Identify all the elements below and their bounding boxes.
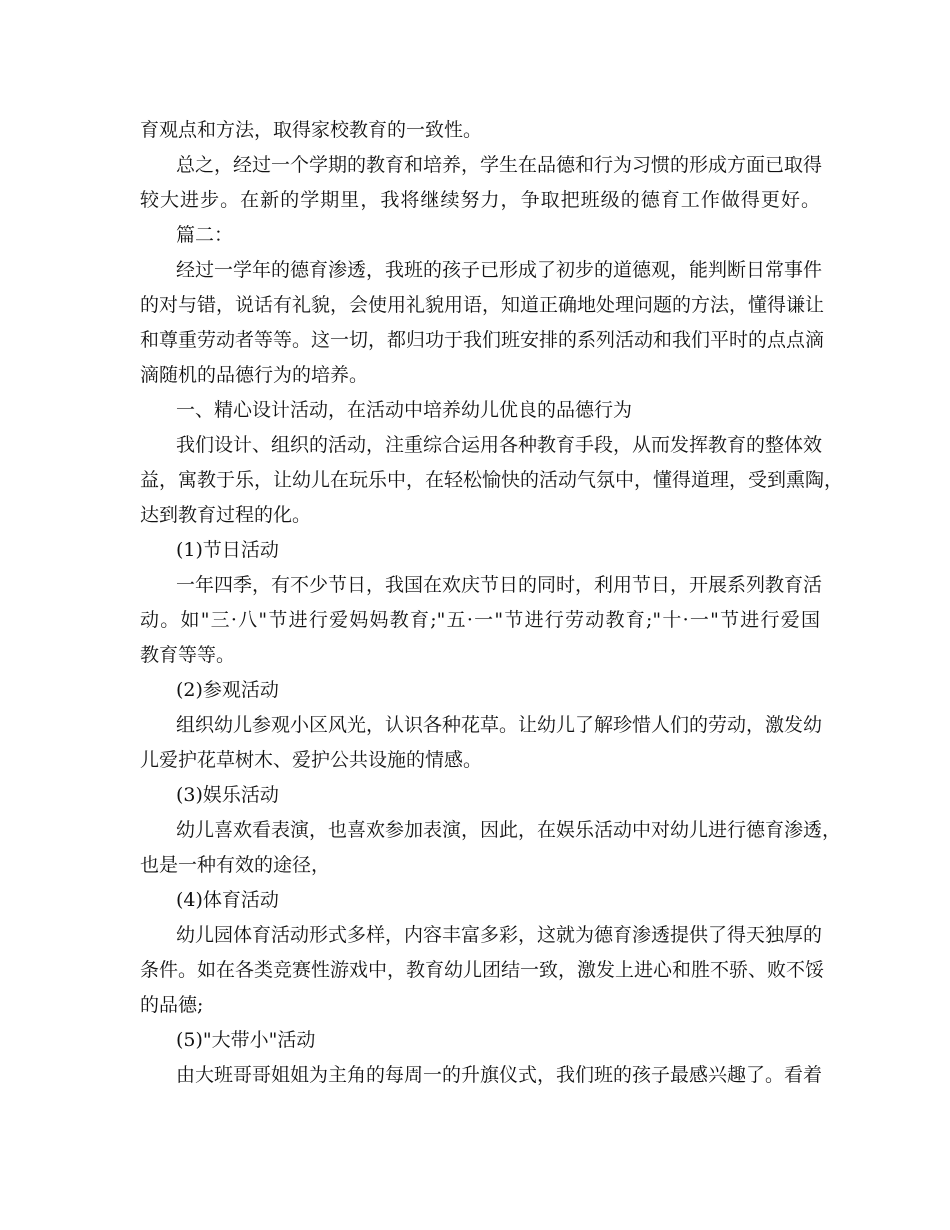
- text-line: 的对与错，说话有礼貌，会使用礼貌用语，知道正确地处理问题的方法，懂得谦让: [140, 294, 825, 316]
- paragraph-first-line: 总之，经过一个学期的教育和培养，学生在品德和行为习惯的形成方面已取得: [176, 154, 823, 176]
- text-line: 条件。如在各类竞赛性游戏中，教育幼儿团结一致，激发上进心和胜不骄、败不馁: [140, 959, 825, 981]
- subheading: (5)"大带小"活动: [176, 1029, 316, 1051]
- paragraph-first-line: 一年四季，有不少节日，我国在欢庆节日的同时，利用节日，开展系列教育活: [176, 574, 823, 596]
- subheading: (4)体育活动: [176, 889, 279, 911]
- text-line: 动。如"三·八"节进行爱妈妈教育;"五·一"节进行劳动教育;"十·一"节进行爱国: [140, 609, 820, 631]
- paragraph-first-line: 经过一学年的德育渗透，我班的孩子已形成了初步的道德观，能判断日常事件: [176, 259, 823, 281]
- paragraph-first-line: 组织幼儿参观小区风光，认识各种花草。让幼儿了解珍惜人们的劳动，激发幼: [176, 714, 823, 736]
- text-line: 儿爱护花草树木、爱护公共设施的情感。: [140, 749, 483, 771]
- paragraph-first-line: 幼儿喜欢看表演，也喜欢参加表演，因此，在娱乐活动中对幼儿进行德育渗透，: [176, 819, 842, 841]
- text-line: 益，寓教于乐，让幼儿在玩乐中，在轻松愉快的活动气氛中，懂得道理，受到熏陶，: [140, 469, 844, 491]
- subheading: (3)娱乐活动: [176, 784, 279, 806]
- paragraph-first-line: 幼儿园体育活动形式多样，内容丰富多彩，这就为德育渗透提供了得天独厚的: [176, 924, 823, 946]
- text-line: 和尊重劳动者等等。这一切，都归功于我们班安排的系列活动和我们平时的点点滴: [140, 329, 825, 351]
- text-line: 教育等等。: [140, 644, 236, 666]
- section-heading: 一、精心设计活动，在活动中培养幼儿优良的品德行为: [176, 399, 633, 421]
- text-line: 滴随机的品德行为的培养。: [140, 364, 369, 386]
- subheading: (1)节日活动: [176, 539, 279, 561]
- text-line: 育观点和方法，取得家校教育的一致性。: [140, 119, 483, 141]
- text-line: 达到教育过程的化。: [140, 504, 312, 526]
- text-line: 也是一种有效的途径，: [140, 854, 331, 876]
- paragraph-first-line: 我们设计、组织的活动，注重综合运用各种教育手段，从而发挥教育的整体效: [176, 434, 823, 456]
- paragraph-first-line: 由大班哥哥姐姐为主角的每周一的升旗仪式，我们班的孩子最感兴趣了。看着: [176, 1064, 823, 1086]
- text-line: 的品德;: [140, 994, 204, 1016]
- section-heading: 篇二：: [176, 224, 234, 246]
- subheading: (2)参观活动: [176, 679, 279, 701]
- text-line: 较大进步。在新的学期里，我将继续努力，争取把班级的德育工作做得更好。: [140, 189, 820, 211]
